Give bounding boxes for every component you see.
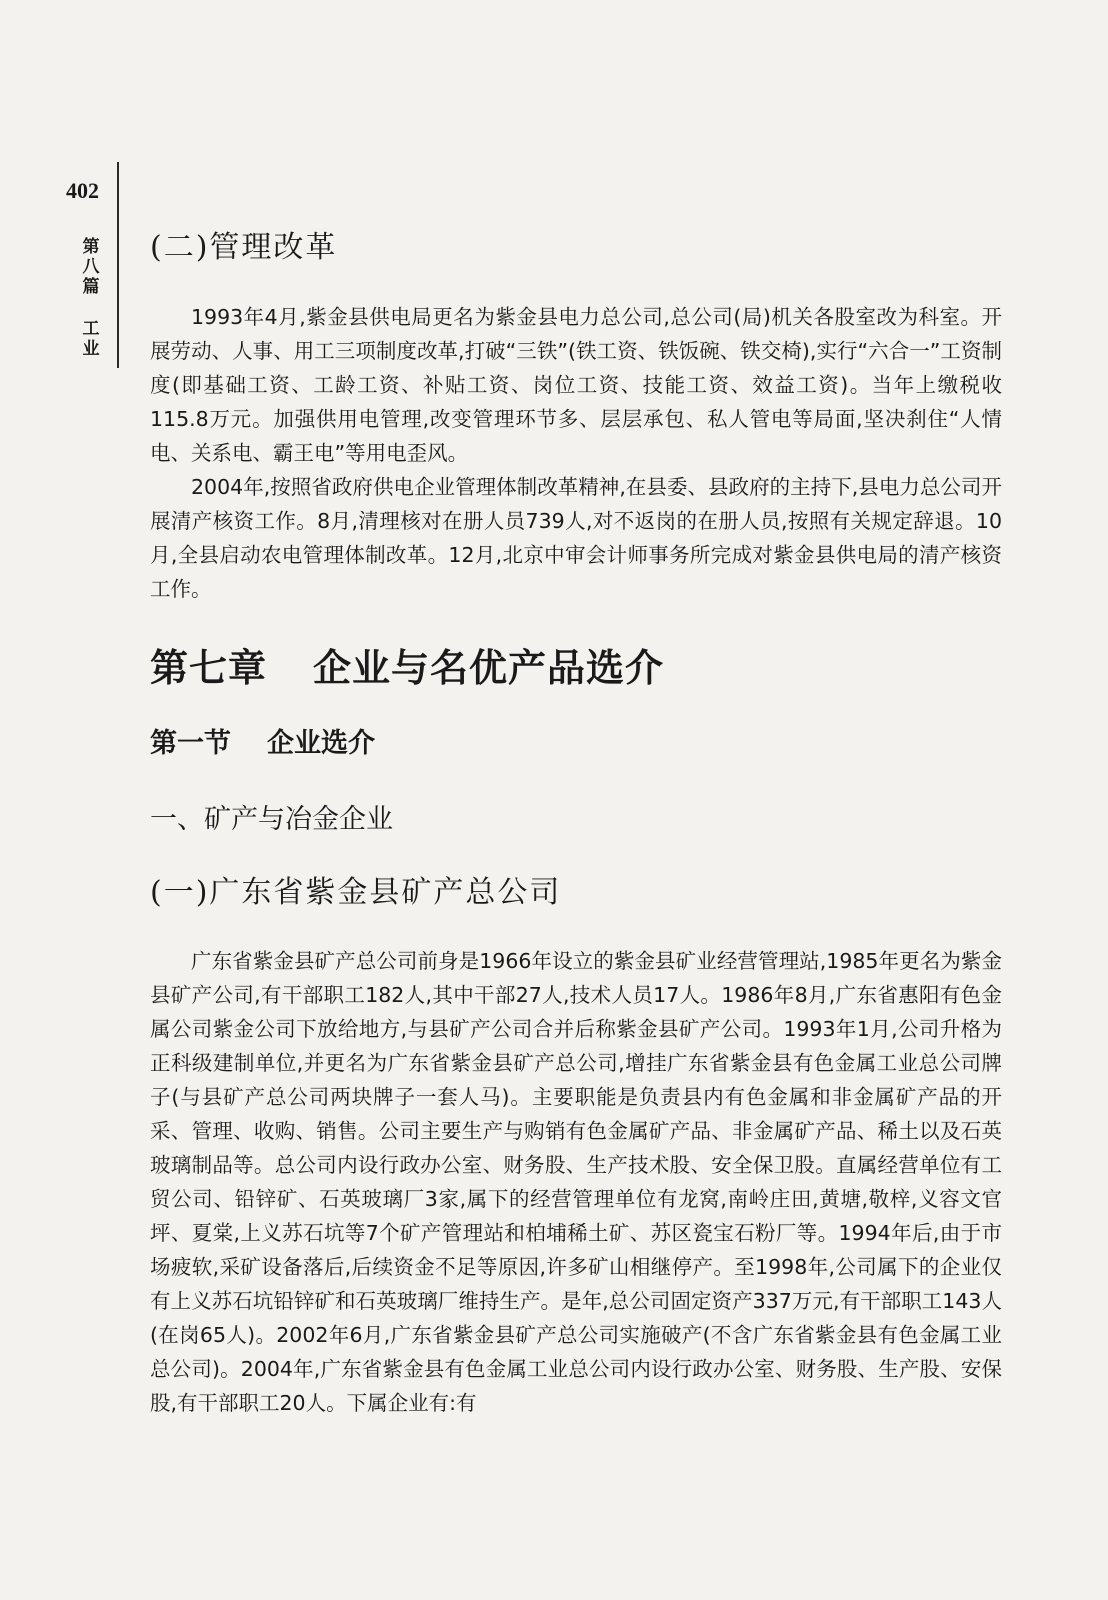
subheading-company: (一)广东省紫金县矿产总公司 xyxy=(150,875,562,910)
side-label-char: 篇 xyxy=(82,277,100,297)
chapter-name: 企业与名优产品选介 xyxy=(313,646,665,690)
category-heading: 一、矿产与冶金企业 xyxy=(150,804,393,835)
subheading-management-reform: (二)管理改革 xyxy=(150,230,338,265)
side-label-char: 第 xyxy=(82,237,100,257)
section1-body xyxy=(150,300,1002,606)
section-number: 第一节 xyxy=(150,728,231,759)
chapter-title xyxy=(150,637,1002,692)
side-label-char: 业 xyxy=(82,339,100,359)
side-label xyxy=(80,237,102,359)
section-name: 企业选介 xyxy=(267,728,375,759)
side-rule xyxy=(117,162,119,368)
section-title xyxy=(150,721,1002,760)
subsection-body xyxy=(150,944,1002,1420)
paragraph: 2004年,按照省政府供电企业管理体制改革精神,在县委、县政府的主持下,县电力总公司开展清产核资工作。8月,清理核对在册人员739人,对不返岗的在册人员,按照有关规定辞退。10月,全县启动农电管理体制改革。12月,北京中审会计师事务所完成对紫金县供电局的清产核资工作。 xyxy=(150,475,1002,601)
paragraph: 1993年4月,紫金县供电局更名为紫金县电力总公司,总公司(局)机关各股室改为科室。开展劳动、人事、用工三项制度改革,打破“三铁”(铁工资、铁饭碗、铁交椅),实行“六合一”工资制度(即基础工资、工龄工资、补贴工资、岗位工资、技能工资、效益工资)。当年上缴税收115.8万元。加强供用电管理,改变管理环节多、层层承包、私人管电等局面,坚决刹住“人情电、关系电、霸王电”等用电歪风。 xyxy=(150,305,1002,465)
paragraph: 广东省紫金县矿产总公司前身是1966年设立的紫金县矿业经营管理站,1985年更名为紫金县矿产公司,有干部职工182人,其中干部27人,技术人员17人。1986年8月,广东省惠阳有色金属公司紫金公司下放给地方,与县矿产公司合并后称紫金县矿产公司。1993年1月,公司升格为正科级建制单位,并更名为广东省紫金县矿产总公司,增挂广东省紫金县有色金属工业总公司牌子(与县矿产总公司两块牌子一套人马)。主要职能是负责县内有色金属和非金属矿产品的开采、管理、收购、销售。公司主要生产与购销有色金属矿产品、非金属矿产品、稀土以及石英玻璃制品等。总公司内设行政办公室、财务股、生产技术股、安全保卫股。直属经营单位有工贸公司、铅锌矿、石英玻璃厂3家,属下的经营管理单位有龙窝,南岭庄田,黄塘,敬梓,义容文官坪、夏棠,上义苏石坑等7个矿产管理站和柏埔稀土矿、苏区瓷宝石粉厂等。1994年后,由于市场疲软,采矿设备落后,后续资金不足等原因,许多矿山相继停产。至1998年,公司属下的企业仅有上义苏石坑铅锌矿和石英玻璃厂维持生产。是年,总公司固定资产337万元,有干部职工143人(在岗65人)。2002年6月,广东省紫金县矿产总公司实施破产(不含广东省紫金县有色金属工业总公司)。2004年,广东省紫金县有色金属工业总公司内设行政办公室、财务股、生产股、安保股,有干部职工20人。下属企业有:有 xyxy=(150,949,1002,1415)
side-label-char: 八 xyxy=(82,257,100,277)
side-label-char: 工 xyxy=(82,319,100,339)
chapter-number: 第七章 xyxy=(150,646,268,690)
page-number: 402 xyxy=(66,178,99,203)
